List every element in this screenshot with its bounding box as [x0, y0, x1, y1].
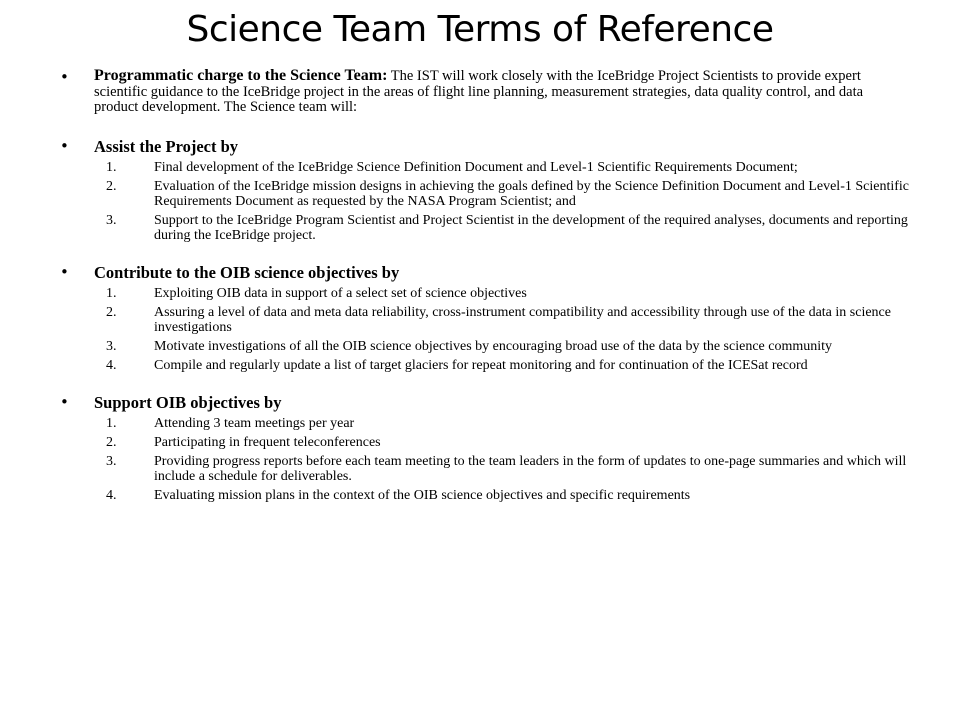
slide-title: Science Team Terms of Reference: [186, 9, 774, 50]
section-heading: Support OIB objectives by: [94, 392, 282, 412]
item-number: 2.: [106, 304, 117, 320]
item-text: Attending 3 team meetings per year: [154, 415, 355, 431]
item-number: 1.: [106, 285, 117, 301]
list-item: [94, 358, 910, 373]
bullet-icon: •: [60, 136, 69, 155]
item-number: 1.: [106, 415, 117, 431]
slide-body: [60, 68, 910, 507]
item-text: Providing progress reports before each team meeting to the team leaders in the form of updates to one-page summaries and which will include a schedule for deliverables.: [154, 453, 907, 484]
section-assist-project: [60, 137, 910, 243]
item-text: Final development of the IceBridge Science Definition Document and Level-1 Scientific Requirements Document;: [154, 159, 798, 175]
numbered-list: [94, 286, 910, 373]
list-item: [94, 213, 910, 243]
item-number: 4.: [106, 487, 117, 503]
item-text: Support to the IceBridge Program Scientist and Project Scientist in the development of the required analyses, documents and reporting during the IceBridge project.: [154, 212, 908, 243]
item-text: Compile and regularly update a list of target glaciers for repeat monitoring and for continuation of the ICESat record: [154, 357, 808, 373]
list-item: [94, 305, 910, 335]
bullet-icon: •: [60, 392, 69, 411]
item-text: Motivate investigations of all the OIB science objectives by encouraging broad use of the data by the science community: [154, 338, 833, 354]
item-number: 3.: [106, 453, 117, 469]
bullet-icon: •: [60, 68, 69, 86]
numbered-list: [94, 416, 910, 503]
section-heading: Assist the Project by: [94, 136, 239, 156]
section-contribute-objectives: [60, 263, 910, 373]
list-item: [94, 416, 910, 431]
item-number: 2.: [106, 178, 117, 194]
item-text: Participating in frequent teleconferences: [154, 434, 381, 450]
item-number: 1.: [106, 159, 117, 175]
intro-paragraph: [60, 68, 910, 116]
item-text: Exploiting OIB data in support of a select set of science objectives: [154, 285, 527, 301]
item-number: 2.: [106, 434, 117, 450]
item-number: 3.: [106, 338, 117, 354]
item-text: Evaluating mission plans in the context of the OIB science objectives and specific requirements: [154, 487, 691, 503]
intro-lead: Programmatic charge to the Science Team:: [94, 67, 388, 84]
list-item: [94, 488, 910, 503]
section-heading: Contribute to the OIB science objectives by: [94, 262, 400, 282]
list-item: [94, 160, 910, 175]
item-text: Evaluation of the IceBridge mission designs in achieving the goals defined by the Science Definition Document and Level-1 Scientific Requirements Document as requested by the NASA Program Scientist; and: [154, 178, 910, 209]
numbered-list: [94, 160, 910, 243]
list-item: [94, 339, 910, 354]
item-number: 4.: [106, 357, 117, 373]
section-support-objectives: [60, 393, 910, 503]
item-text: Assuring a level of data and meta data reliability, cross-instrument compatibility and accessibility through use of the data in science investigations: [154, 304, 891, 335]
list-item: [94, 179, 910, 209]
item-number: 3.: [106, 212, 117, 228]
list-item: [94, 454, 910, 484]
list-item: [94, 435, 910, 450]
intro-text: The IST will work closely with the IceBridge Project Scientists to provide expert scientific guidance to the IceBridge project in the areas of flight line planning, measurement strategies, data quality control, and data product development. The Science team will:: [94, 68, 864, 115]
list-item: [94, 286, 910, 301]
bullet-icon: •: [60, 262, 69, 281]
